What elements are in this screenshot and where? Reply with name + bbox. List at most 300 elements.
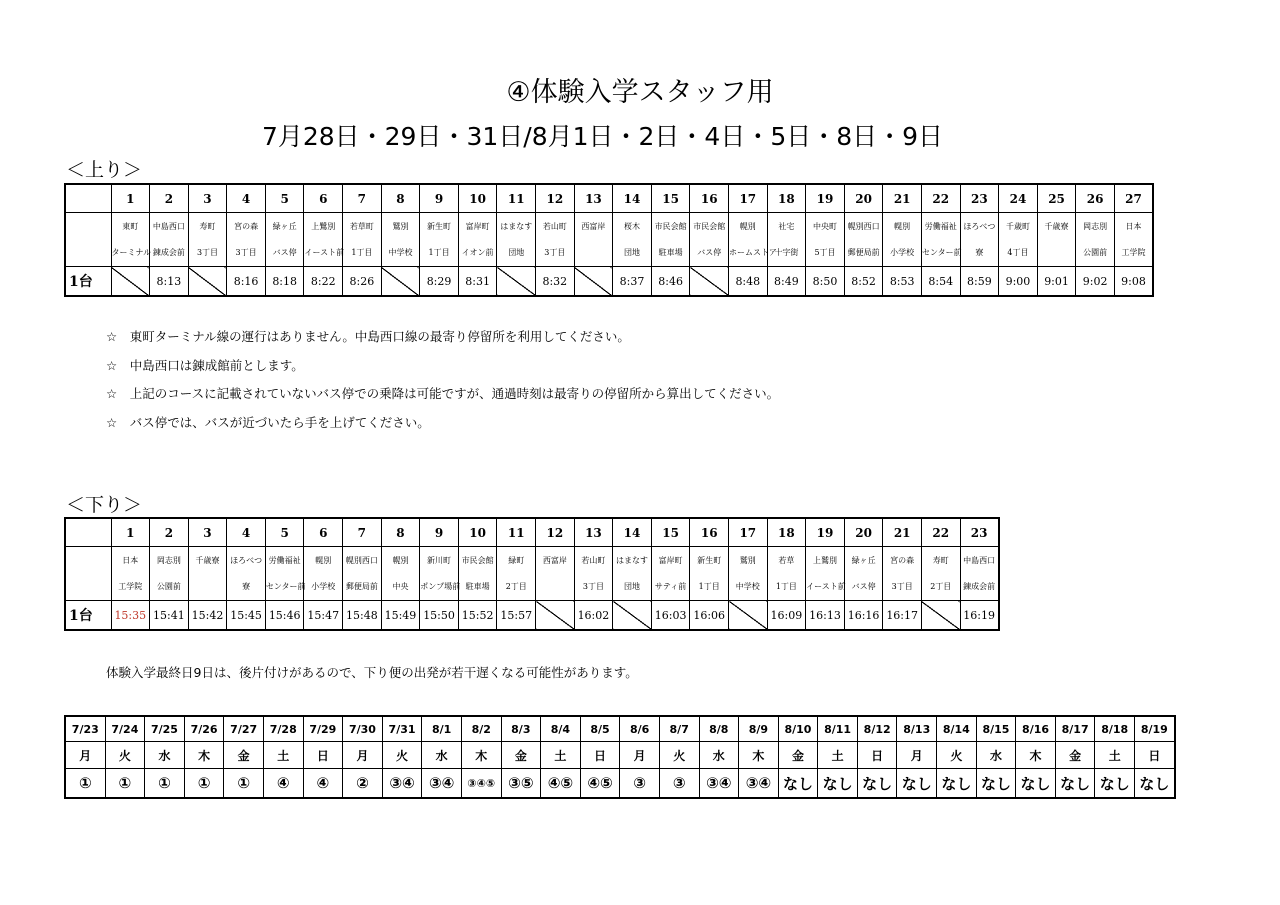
calendar-date: 8/18 [1095, 716, 1135, 742]
stop-name-line2: ポンプ場前 [420, 573, 459, 601]
stop-time: 16:06 [690, 601, 729, 631]
stop-name-line1: 中央町 [806, 213, 845, 240]
stop-time: 15:35 [111, 601, 150, 631]
unit-label: 1台 [65, 601, 111, 631]
stop-name-line2: 3丁目 [227, 239, 266, 267]
calendar-weekday: 金 [501, 742, 541, 769]
calendar-date: 8/6 [620, 716, 660, 742]
stop-name-line1: 西富岸 [574, 213, 613, 240]
stop-name-line2 [574, 239, 613, 267]
stop-name-line1: 幌別 [883, 213, 922, 240]
no-stop-slash [729, 601, 768, 631]
stop-time: 15:47 [304, 601, 343, 631]
calendar-date: 7/25 [145, 716, 185, 742]
calendar-date: 7/23 [65, 716, 105, 742]
stop-time: 8:13 [150, 267, 189, 297]
stop-name-line2: 中央 [381, 573, 420, 601]
calendar-courses: なし [976, 769, 1016, 799]
calendar-courses: ③④ [739, 769, 779, 799]
stop-name-line2: 工学院 [1114, 239, 1153, 267]
calendar-courses: ③ [620, 769, 660, 799]
stop-time: 9:08 [1114, 267, 1153, 297]
calendar-date: 8/12 [857, 716, 897, 742]
stop-time: 15:50 [420, 601, 459, 631]
calendar-date: 8/19 [1135, 716, 1175, 742]
stop-time: 8:31 [458, 267, 497, 297]
stop-number: 12 [536, 184, 575, 213]
stop-number: 8 [381, 184, 420, 213]
stop-name-line2: イオン前 [458, 239, 497, 267]
stop-name-line1: 中島西口 [960, 547, 999, 574]
final-day-note: 体験入学最終日9日は、後片付けがあるので、下り便の出発が若干遅くなる可能性があります。 [106, 665, 638, 680]
stop-number: 23 [960, 518, 999, 547]
stop-time: 9:01 [1037, 267, 1076, 297]
calendar-weekday: 月 [343, 742, 383, 769]
stop-number: 18 [767, 184, 806, 213]
stop-name-line2: 小学校 [304, 573, 343, 601]
stop-name-line1: 幌別 [381, 547, 420, 574]
no-stop-slash [188, 267, 227, 297]
stop-number: 10 [458, 518, 497, 547]
calendar-weekday: 火 [937, 742, 977, 769]
stop-time: 8:22 [304, 267, 343, 297]
calendar-weekday: 土 [541, 742, 581, 769]
stop-time: 8:46 [651, 267, 690, 297]
stop-name-line2: 錬成会前 [150, 239, 189, 267]
stop-name-line1: はまなす [497, 213, 536, 240]
unit-label: 1台 [65, 267, 111, 297]
stop-time: 16:19 [960, 601, 999, 631]
stop-name-line2: 1丁目 [690, 573, 729, 601]
calendar-courses: ③ [659, 769, 699, 799]
stop-name-line1: 緑ヶ丘 [265, 213, 304, 240]
stop-time: 8:59 [960, 267, 999, 297]
stop-time: 15:49 [381, 601, 420, 631]
stop-time: 8:50 [806, 267, 845, 297]
stop-name-line2: 寮 [960, 239, 999, 267]
stop-name-line1: 緑町 [497, 547, 536, 574]
stop-name-line2: 2丁目 [497, 573, 536, 601]
stop-number: 9 [420, 518, 459, 547]
stop-number: 27 [1114, 184, 1153, 213]
stop-name-line2: 中学校 [381, 239, 420, 267]
stop-time: 8:29 [420, 267, 459, 297]
stop-name-line1: 千歳寮 [188, 547, 227, 574]
stop-name-line1: 労働福祉 [921, 213, 960, 240]
stop-name-line2: センター前 [265, 573, 304, 601]
calendar-date: 8/17 [1055, 716, 1095, 742]
note-item: ☆ 中島西口は錬成館前とします。 [106, 357, 304, 373]
stop-name-line2: イースト前 [304, 239, 343, 267]
stop-time: 16:03 [651, 601, 690, 631]
calendar-weekday: 月 [620, 742, 660, 769]
stop-number: 16 [690, 184, 729, 213]
no-stop-slash [921, 601, 960, 631]
stop-name-line2: 3丁目 [883, 573, 922, 601]
stop-name-line1: 富岸町 [651, 547, 690, 574]
stop-number: 14 [613, 518, 652, 547]
calendar-date: 8/2 [461, 716, 501, 742]
calendar-courses: ③④ [699, 769, 739, 799]
stop-time: 16:17 [883, 601, 922, 631]
stop-name-line2: ホームストア [729, 239, 768, 267]
stop-name-line1: 宮の森 [227, 213, 266, 240]
stop-time: 8:37 [613, 267, 652, 297]
stop-name-line1: 寿町 [188, 213, 227, 240]
stop-name-line2: 寮 [227, 573, 266, 601]
calendar-weekday: 月 [897, 742, 937, 769]
calendar-date: 7/24 [105, 716, 145, 742]
calendar-courses: ④ [303, 769, 343, 799]
schedule-calendar [64, 715, 1176, 799]
calendar-courses: なし [1055, 769, 1095, 799]
stop-name-line1: 日本 [111, 547, 150, 574]
calendar-courses: ③④ [422, 769, 462, 799]
note-item: ☆ 上記のコースに記載されていないバス停での乗降は可能ですが、通過時刻は最寄りの停留所から算出してください。 [106, 386, 780, 401]
calendar-courses: ① [65, 769, 105, 799]
stop-time: 16:13 [806, 601, 845, 631]
calendar-weekday: 水 [699, 742, 739, 769]
date-list: 7月28日・29日・31日/8月1日・2日・4日・5日・8日・9日 [261, 122, 944, 151]
stop-name-line1: 幌別西口 [343, 547, 382, 574]
stop-name-line2: 団地 [497, 239, 536, 267]
stop-name-line1: 新川町 [420, 547, 459, 574]
stop-name-line1: ほろべつ [227, 547, 266, 574]
no-stop-slash [536, 601, 575, 631]
stop-time: 15:52 [458, 601, 497, 631]
stop-number: 26 [1076, 184, 1115, 213]
no-stop-slash [381, 267, 420, 297]
stop-number: 25 [1037, 184, 1076, 213]
stop-number: 2 [150, 184, 189, 213]
stop-name-line2 [188, 573, 227, 601]
calendar-date: 8/14 [937, 716, 977, 742]
calendar-date: 8/10 [778, 716, 818, 742]
calendar-courses: ① [145, 769, 185, 799]
calendar-weekday: 月 [65, 742, 105, 769]
stop-time: 8:26 [343, 267, 382, 297]
calendar-date: 7/27 [224, 716, 264, 742]
calendar-weekday: 火 [659, 742, 699, 769]
note-item: ☆ 東町ターミナル線の運行はありません。中島西口線の最寄り停留所を利用してください。 [106, 329, 630, 344]
stop-number: 6 [304, 184, 343, 213]
calendar-date: 7/31 [382, 716, 422, 742]
calendar-courses: なし [857, 769, 897, 799]
corner-cell [65, 184, 111, 213]
calendar-weekday: 木 [461, 742, 501, 769]
calendar-weekday: 日 [857, 742, 897, 769]
calendar-date: 8/9 [739, 716, 779, 742]
stop-name-line2: 郵便局前 [844, 239, 883, 267]
stop-name-line1: 労働福祉 [265, 547, 304, 574]
stop-name-line1: 緑ヶ丘 [844, 547, 883, 574]
calendar-weekday: 金 [778, 742, 818, 769]
stop-number: 23 [960, 184, 999, 213]
stop-time: 16:02 [574, 601, 613, 631]
stop-number: 24 [999, 184, 1038, 213]
stop-number: 8 [381, 518, 420, 547]
stop-number: 9 [420, 184, 459, 213]
calendar-weekday: 水 [422, 742, 462, 769]
stop-time: 8:48 [729, 267, 768, 297]
stop-number: 3 [188, 518, 227, 547]
stop-number: 13 [574, 184, 613, 213]
calendar-courses: ③④⑤ [461, 769, 501, 799]
calendar-date: 7/26 [184, 716, 224, 742]
stop-name-line1: 市民会館 [458, 547, 497, 574]
calendar-date: 7/28 [263, 716, 303, 742]
stop-number: 15 [651, 184, 690, 213]
stop-time: 8:52 [844, 267, 883, 297]
stop-name-line1: 千歳町 [999, 213, 1038, 240]
stop-name-line1: 宮の森 [883, 547, 922, 574]
stop-name-line1: 上鷲別 [806, 547, 845, 574]
calendar-weekday: 木 [1016, 742, 1056, 769]
stop-time: 8:53 [883, 267, 922, 297]
corner-cell [65, 213, 111, 240]
calendar-date: 8/15 [976, 716, 1016, 742]
stop-number: 3 [188, 184, 227, 213]
stop-time: 15:41 [150, 601, 189, 631]
stop-name-line1: 上鷺別 [304, 213, 343, 240]
stop-number: 1 [111, 518, 150, 547]
stop-time: 15:48 [343, 601, 382, 631]
stop-name-line1: 中島西口 [150, 213, 189, 240]
stop-name-line1: 千歳寮 [1037, 213, 1076, 240]
stop-time: 15:57 [497, 601, 536, 631]
calendar-date: 8/4 [541, 716, 581, 742]
stop-name-line2: 1丁目 [343, 239, 382, 267]
calendar-date: 7/30 [343, 716, 383, 742]
stop-number: 17 [729, 518, 768, 547]
stop-number: 5 [265, 184, 304, 213]
calendar-weekday: 日 [1135, 742, 1175, 769]
stop-number: 14 [613, 184, 652, 213]
stop-name-line1: 鷲別 [381, 213, 420, 240]
stop-number: 7 [343, 518, 382, 547]
stop-name-line2: バス停 [690, 239, 729, 267]
stop-name-line2: 錬成会前 [960, 573, 999, 601]
stop-number: 21 [883, 518, 922, 547]
stop-number: 17 [729, 184, 768, 213]
calendar-weekday: 火 [105, 742, 145, 769]
calendar-weekday: 土 [818, 742, 858, 769]
calendar-date: 8/16 [1016, 716, 1056, 742]
stop-number: 11 [497, 518, 536, 547]
no-stop-slash [574, 267, 613, 297]
stop-time: 15:42 [188, 601, 227, 631]
stop-name-line2: 団地 [613, 573, 652, 601]
stop-name-line1: 若草 [767, 547, 806, 574]
calendar-courses: なし [778, 769, 818, 799]
stop-name-line2: バス停 [265, 239, 304, 267]
stop-time: 8:54 [921, 267, 960, 297]
stop-number: 10 [458, 184, 497, 213]
calendar-date: 8/5 [580, 716, 620, 742]
stop-name-line2: 2丁目 [921, 573, 960, 601]
stop-number: 19 [806, 184, 845, 213]
stop-number: 21 [883, 184, 922, 213]
calendar-date: 8/1 [422, 716, 462, 742]
stop-name-line2: 3丁目 [536, 239, 575, 267]
stop-name-line2 [536, 573, 575, 601]
stop-name-line1: 桜木 [613, 213, 652, 240]
stop-name-line2: 1丁目 [420, 239, 459, 267]
stop-name-line1: 若山町 [574, 547, 613, 574]
stop-name-line2: 3丁目 [188, 239, 227, 267]
stop-number: 16 [690, 518, 729, 547]
stop-time: 8:16 [227, 267, 266, 297]
stop-name-line2: 公園前 [1076, 239, 1115, 267]
stop-name-line2: ターミナル [111, 239, 150, 267]
stop-number: 7 [343, 184, 382, 213]
stop-name-line2 [1037, 239, 1076, 267]
calendar-courses: なし [897, 769, 937, 799]
stop-number: 11 [497, 184, 536, 213]
calendar-courses: ④⑤ [541, 769, 581, 799]
stop-name-line1: ほろべつ [960, 213, 999, 240]
stop-number: 4 [227, 184, 266, 213]
calendar-date: 8/13 [897, 716, 937, 742]
corner-cell [65, 518, 111, 547]
stop-name-line2: サティ前 [651, 573, 690, 601]
calendar-weekday: 水 [976, 742, 1016, 769]
stop-time: 15:45 [227, 601, 266, 631]
stop-name-line1: 鷲別 [729, 547, 768, 574]
calendar-date: 7/29 [303, 716, 343, 742]
stop-name-line1: はまなす [613, 547, 652, 574]
calendar-courses: ④⑤ [580, 769, 620, 799]
stop-name-line2: 公園前 [150, 573, 189, 601]
notes-list [106, 328, 779, 442]
stop-time: 8:49 [767, 267, 806, 297]
stop-name-line2: センター前 [921, 239, 960, 267]
stop-number: 15 [651, 518, 690, 547]
corner-cell [65, 573, 111, 601]
stop-name-line1: 岡志別 [1076, 213, 1115, 240]
no-stop-slash [690, 267, 729, 297]
stop-name-line1: 幌別 [304, 547, 343, 574]
stop-name-line1: 東町 [111, 213, 150, 240]
stop-name-line2: 駐車場 [651, 239, 690, 267]
calendar-weekday: 日 [303, 742, 343, 769]
stop-name-line1: 日本 [1114, 213, 1153, 240]
calendar-weekday: 水 [145, 742, 185, 769]
stop-time: 15:46 [265, 601, 304, 631]
stop-name-line1: 若草町 [343, 213, 382, 240]
calendar-weekday: 火 [382, 742, 422, 769]
no-stop-slash [613, 601, 652, 631]
calendar-date: 8/8 [699, 716, 739, 742]
stop-name-line2: 駐車場 [458, 573, 497, 601]
up-heading: ＜上り＞ [66, 159, 143, 181]
stop-name-line1: 若山町 [536, 213, 575, 240]
stop-number: 13 [574, 518, 613, 547]
stop-name-line2: 小学校 [883, 239, 922, 267]
stop-number: 1 [111, 184, 150, 213]
stop-name-line1: 市民会館 [690, 213, 729, 240]
stop-name-line2: 団地 [613, 239, 652, 267]
calendar-weekday: 土 [263, 742, 303, 769]
stop-number: 20 [844, 184, 883, 213]
no-stop-slash [111, 267, 150, 297]
stop-number: 19 [806, 518, 845, 547]
corner-cell [65, 547, 111, 574]
calendar-weekday: 日 [580, 742, 620, 769]
corner-cell [65, 239, 111, 267]
calendar-courses: なし [1095, 769, 1135, 799]
stop-name-line2: 3丁目 [574, 573, 613, 601]
no-stop-slash [497, 267, 536, 297]
stop-name-line1: 寿町 [921, 547, 960, 574]
down-heading: ＜下り＞ [66, 494, 143, 516]
calendar-courses: ① [105, 769, 145, 799]
calendar-courses: ③④ [382, 769, 422, 799]
calendar-courses: なし [818, 769, 858, 799]
stop-name-line1: 幌別 [729, 213, 768, 240]
stop-name-line1: 富岸町 [458, 213, 497, 240]
stop-time: 16:16 [844, 601, 883, 631]
stop-number: 12 [536, 518, 575, 547]
stop-name-line1: 幌別西口 [844, 213, 883, 240]
stop-name-line2: 中学校 [729, 573, 768, 601]
calendar-courses: ② [343, 769, 383, 799]
calendar-weekday: 金 [1055, 742, 1095, 769]
calendar-courses: ③⑤ [501, 769, 541, 799]
calendar-courses: ① [224, 769, 264, 799]
stop-name-line1: 西富岸 [536, 547, 575, 574]
stop-name-line1: 新生町 [420, 213, 459, 240]
calendar-courses: なし [937, 769, 977, 799]
calendar-courses: ④ [263, 769, 303, 799]
calendar-weekday: 木 [739, 742, 779, 769]
calendar-courses: なし [1016, 769, 1056, 799]
stop-time: 8:32 [536, 267, 575, 297]
stop-name-line2: 1丁目 [767, 573, 806, 601]
stop-number: 5 [265, 518, 304, 547]
stop-name-line2: 工学院 [111, 573, 150, 601]
stop-number: 22 [921, 184, 960, 213]
calendar-date: 8/3 [501, 716, 541, 742]
calendar-courses: なし [1135, 769, 1175, 799]
stop-time: 9:02 [1076, 267, 1115, 297]
stop-time: 16:09 [767, 601, 806, 631]
calendar-date: 8/7 [659, 716, 699, 742]
calendar-weekday: 木 [184, 742, 224, 769]
stop-name-line2: イースト前 [806, 573, 845, 601]
stop-time: 9:00 [999, 267, 1038, 297]
stop-number: 2 [150, 518, 189, 547]
stop-name-line1: 岡志別 [150, 547, 189, 574]
note-item: ☆ バス停では、バスが近づいたら手を上げてください。 [106, 414, 430, 430]
page-title: ④体験入学スタッフ用 [506, 77, 774, 108]
stop-name-line2: 5丁目 [806, 239, 845, 267]
up-timetable [64, 183, 1154, 297]
stop-name-line2: バス停 [844, 573, 883, 601]
stop-name-line2: 郵便局前 [343, 573, 382, 601]
stop-number: 18 [767, 518, 806, 547]
stop-number: 22 [921, 518, 960, 547]
stop-name-line1: 社宅 [767, 213, 806, 240]
stop-name-line1: 新生町 [690, 547, 729, 574]
stop-number: 6 [304, 518, 343, 547]
calendar-weekday: 金 [224, 742, 264, 769]
calendar-date: 8/11 [818, 716, 858, 742]
stop-name-line1: 市民会館 [651, 213, 690, 240]
stop-name-line2: 4丁目 [999, 239, 1038, 267]
stop-number: 20 [844, 518, 883, 547]
calendar-weekday: 土 [1095, 742, 1135, 769]
